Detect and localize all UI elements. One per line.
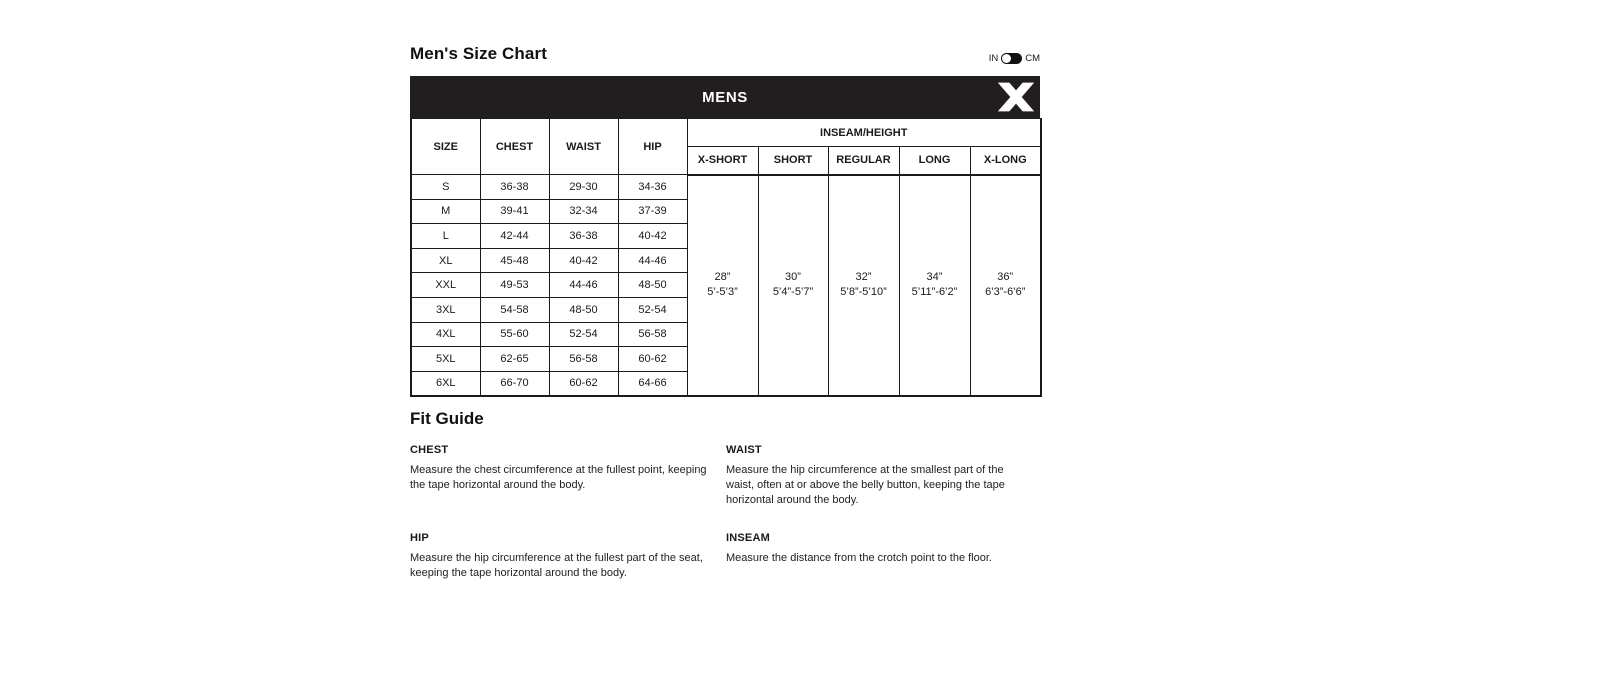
waist-cell: 32-34: [549, 199, 618, 224]
size-cell: XXL: [411, 273, 480, 298]
waist-cell: 40-42: [549, 248, 618, 273]
fit-guide-section-heading: INSEAM: [726, 531, 770, 544]
inseam-height-cell: [899, 175, 970, 396]
chest-cell: 36-38: [480, 175, 549, 200]
size-chart-page: [410, 44, 1040, 581]
chest-cell: 54-58: [480, 297, 549, 322]
fit-guide-section-heading: WAIST: [726, 443, 762, 456]
table-row: [411, 175, 1041, 200]
chest-cell: 62-65: [480, 347, 549, 372]
unit-label-cm[interactable]: CM: [1025, 53, 1040, 64]
col-group-header-inseam-height: INSEAM/HEIGHT: [687, 119, 1041, 147]
fit-guide: [410, 409, 1040, 581]
waist-cell: 44-46: [549, 273, 618, 298]
chest-cell: 42-44: [480, 224, 549, 249]
hip-cell: 60-62: [618, 347, 687, 372]
unit-toggle: [989, 53, 1040, 64]
size-cell: L: [411, 224, 480, 249]
size-chart-table: [410, 118, 1042, 397]
col-header-size: SIZE: [411, 119, 480, 175]
col-header-short: SHORT: [758, 147, 828, 175]
col-header-hip: HIP: [618, 119, 687, 175]
fit-guide-title: Fit Guide: [410, 408, 484, 428]
waist-cell: 29-30: [549, 175, 618, 200]
waist-cell: 52-54: [549, 322, 618, 347]
hip-cell: 44-46: [618, 248, 687, 273]
hip-cell: 52-54: [618, 297, 687, 322]
toggle-knob: [1002, 54, 1011, 63]
height-range: 5’-5’3”: [707, 286, 738, 299]
brand-x-logo-icon: [995, 80, 1037, 114]
col-header-x-long: X-LONG: [970, 147, 1041, 175]
page-title: Men's Size Chart: [410, 44, 547, 63]
size-cell: 5XL: [411, 347, 480, 372]
fit-guide-section: [410, 444, 726, 508]
inseam-value: 30”: [785, 271, 801, 284]
size-cell: 4XL: [411, 322, 480, 347]
chest-cell: 45-48: [480, 248, 549, 273]
size-cell: XL: [411, 248, 480, 273]
unit-toggle-switch-icon[interactable]: [1001, 53, 1022, 64]
size-cell: M: [411, 199, 480, 224]
fit-guide-section-heading: CHEST: [410, 443, 449, 456]
chest-cell: 39-41: [480, 199, 549, 224]
fit-guide-section: [726, 444, 1040, 508]
fit-guide-section-text: Measure the chest circumference at the fullest point, keeping the tape horizontal around the body.: [410, 463, 707, 491]
inseam-height-cell: [687, 175, 758, 396]
chest-cell: 55-60: [480, 322, 549, 347]
height-range: 5’4”-5’7”: [772, 286, 814, 299]
height-range: 5’8”-5’10”: [840, 286, 887, 299]
unit-label-in[interactable]: IN: [988, 53, 999, 64]
fit-guide-section-text: Measure the distance from the crotch point to the floor.: [726, 551, 992, 564]
hip-cell: 34-36: [618, 175, 687, 200]
col-header-x-short: X-SHORT: [687, 147, 758, 175]
col-header-waist: WAIST: [549, 119, 618, 175]
chest-cell: 49-53: [480, 273, 549, 298]
inseam-height-cell: [970, 175, 1041, 396]
col-header-chest: CHEST: [480, 119, 549, 175]
inseam-value: 34”: [926, 271, 943, 284]
col-header-regular: REGULAR: [828, 147, 899, 175]
fit-guide-section: [410, 532, 726, 581]
hip-cell: 64-66: [618, 371, 687, 396]
fit-guide-section: [726, 532, 1040, 581]
hip-cell: 40-42: [618, 224, 687, 249]
hip-cell: 48-50: [618, 273, 687, 298]
fit-guide-section-heading: HIP: [410, 531, 429, 544]
fit-guide-section-text: Measure the hip circumference at the fullest part of the seat, keeping the tape horizontal around the body.: [410, 551, 703, 579]
title-row: [410, 44, 1040, 64]
fit-guide-section-text: Measure the hip circumference at the smallest part of the waist, often at or above the belly button, keeping the tape horizontal around the body.: [726, 463, 1005, 506]
size-cell: 3XL: [411, 297, 480, 322]
size-cell: S: [411, 175, 480, 200]
waist-cell: 48-50: [549, 297, 618, 322]
mens-banner: [410, 76, 1040, 118]
fit-guide-sections: [410, 444, 1040, 581]
size-table-body: [411, 175, 1041, 396]
chest-cell: 66-70: [480, 371, 549, 396]
waist-cell: 60-62: [549, 371, 618, 396]
height-range: 6’3”-6’6”: [985, 286, 1026, 299]
banner-label: MENS: [702, 88, 748, 106]
height-range: 5’11”-6’2”: [911, 286, 958, 299]
inseam-value: 32”: [855, 271, 872, 284]
size-cell: 6XL: [411, 371, 480, 396]
waist-cell: 56-58: [549, 347, 618, 372]
hip-cell: 56-58: [618, 322, 687, 347]
waist-cell: 36-38: [549, 224, 618, 249]
inseam-height-cell: [828, 175, 899, 396]
inseam-value: 28”: [714, 271, 731, 284]
hip-cell: 37-39: [618, 199, 687, 224]
col-header-long: LONG: [899, 147, 970, 175]
inseam-value: 36”: [997, 271, 1014, 284]
inseam-height-cell: [758, 175, 828, 396]
